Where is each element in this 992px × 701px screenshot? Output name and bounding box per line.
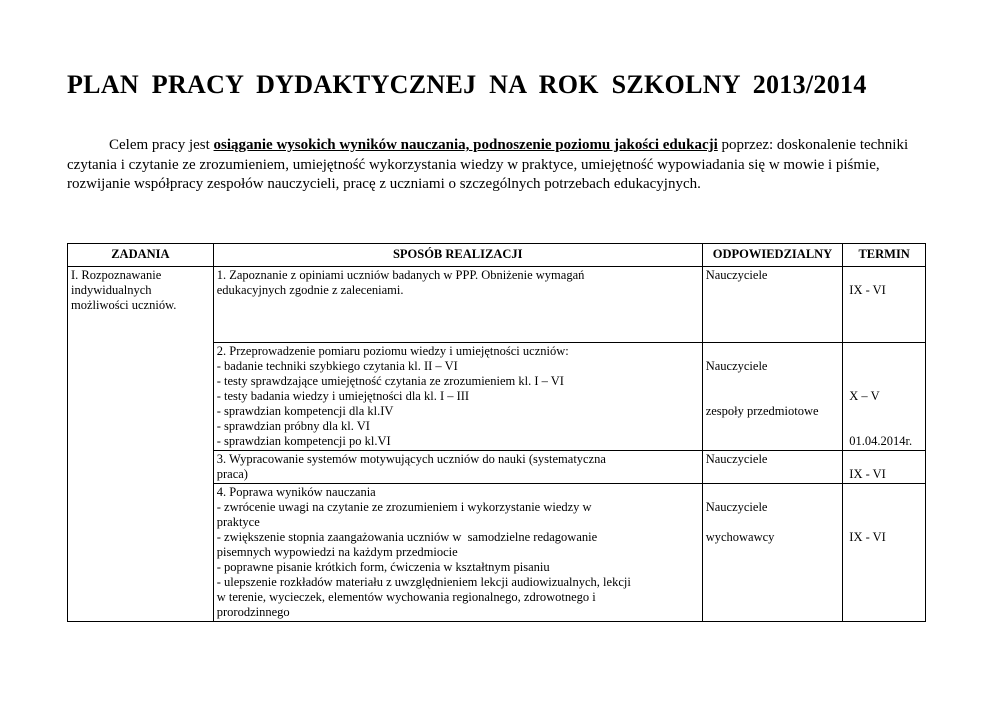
intro-paragraph: [67, 136, 927, 195]
task-line: indywidualnych: [71, 283, 152, 297]
method-line: 1. Zapoznanie z opiniami uczniów badanych w PPP. Obniżenie wymagań: [216, 268, 585, 282]
header-odpowiedzialny: ODPOWIEDZIALNY: [702, 244, 843, 267]
deadline-cell: [843, 267, 926, 343]
deadline-line: IX - VI: [849, 283, 886, 297]
header-zadania: ZADANIA: [68, 244, 214, 267]
method-line: praktyce: [216, 515, 260, 529]
responsible-line: Nauczyciele: [705, 452, 768, 466]
method-cell: [213, 484, 702, 622]
responsible-line: wychowawcy: [705, 530, 775, 544]
deadline-cell: [843, 343, 926, 451]
method-line: - sprawdzian kompetencji dla kl.IV: [216, 404, 394, 418]
task-line: możliwości uczniów.: [71, 298, 177, 312]
method-line: - testy badania wiedzy i umiejętności dla kl. I – III: [216, 389, 470, 403]
header-sposob: SPOSÓB REALIZACJI: [213, 244, 702, 267]
responsible-line: Nauczyciele: [705, 268, 768, 282]
method-cell: [213, 451, 702, 484]
deadline-cell: [843, 451, 926, 484]
method-line: - badanie techniki szybkiego czytania kl. II – VI: [216, 359, 458, 373]
method-line: praca): [216, 467, 248, 481]
method-line: - testy sprawdzające umiejętność czytania ze zrozumieniem kl. I – VI: [216, 374, 564, 388]
method-line: - zwiększenie stopnia zaangażowania uczniów w samodzielne redagowanie: [216, 530, 598, 544]
method-line: - sprawdzian kompetencji po kl.VI: [216, 434, 391, 448]
method-line: edukacyjnych zgodnie z zaleceniami.: [216, 283, 404, 297]
method-line: prorodzinnego: [216, 605, 290, 619]
responsible-cell: [702, 343, 843, 451]
responsible-line: zespoły przedmiotowe: [705, 404, 819, 418]
page-title: PLAN PRACY DYDAKTYCZNEJ NA ROK SZKOLNY 2013/2014: [67, 70, 867, 99]
method-cell: [213, 343, 702, 451]
header-termin: TERMIN: [843, 244, 926, 267]
deadline-line: IX - VI: [849, 467, 886, 481]
method-line: 3. Wypracowanie systemów motywujących uczniów do nauki (systematyczna: [216, 452, 606, 466]
deadline-line: X – V: [849, 389, 880, 403]
table-row: [68, 267, 926, 343]
responsible-cell: [702, 451, 843, 484]
deadline-cell: [843, 484, 926, 622]
method-line: - zwrócenie uwagi na czytanie ze zrozumieniem i wykorzystanie wiedzy w: [216, 500, 592, 514]
intro-suffix: poprzez: doskonalenie techniki czytania i czytanie ze zrozumieniem, umiejętność wykorzystania wiedzy w praktyce, umiejętność wypowiadania się w mowie i piśmie, rozwijanie współpracy zespołów nauczycieli, pracę z uczniami o szczególnych potrzebach edukacyjnych.: [67, 137, 909, 192]
responsible-line: Nauczyciele: [705, 500, 768, 514]
deadline-line: IX - VI: [849, 530, 886, 544]
plan-table: [67, 243, 926, 622]
deadline-line: 01.04.2014r.: [849, 434, 913, 448]
intro-emphasis: osiąganie wysokich wyników nauczania, podnoszenie poziomu jakości edukacji: [213, 137, 718, 153]
method-line: pisemnych wypowiedzi na każdym przedmiocie: [216, 545, 458, 559]
method-line: 2. Przeprowadzenie pomiaru poziomu wiedzy i umiejętności uczniów:: [216, 344, 569, 358]
responsible-cell: [702, 267, 843, 343]
header-row: [68, 244, 926, 267]
method-line: 4. Poprawa wyników nauczania: [216, 485, 376, 499]
method-line: - ulepszenie rozkładów materiału z uwzględnieniem lekcji audiowizualnych, lekcji: [216, 575, 631, 589]
method-cell: [213, 267, 702, 343]
responsible-cell: [702, 484, 843, 622]
responsible-line: Nauczyciele: [705, 359, 768, 373]
intro-prefix: Celem pracy jest: [109, 137, 214, 153]
method-line: w terenie, wycieczek, elementów wychowania regionalnego, zdrowotnego i: [216, 590, 596, 604]
task-line: I. Rozpoznawanie: [71, 268, 162, 282]
method-line: - sprawdzian próbny dla kl. VI: [216, 419, 370, 433]
method-line: - poprawne pisanie krótkich form, ćwiczenia w kształtnym pisaniu: [216, 560, 550, 574]
task-cell: [68, 267, 214, 622]
